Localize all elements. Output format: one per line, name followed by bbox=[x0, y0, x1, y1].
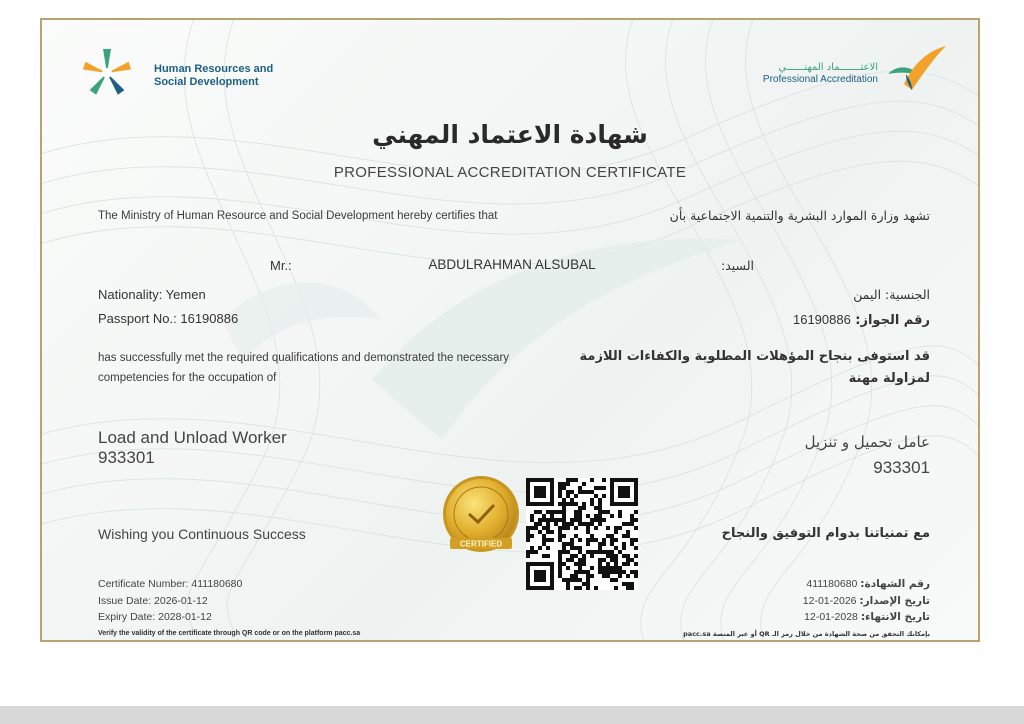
details-arabic bbox=[702, 576, 930, 626]
wishes-english: Wishing you Continuous Success bbox=[98, 526, 306, 542]
expiry-date-arabic-value: 2028-01-12 bbox=[804, 611, 858, 623]
passport-arabic-value: 16190886 bbox=[792, 312, 851, 327]
qualification-arabic-line2: لمزاولة مهنة bbox=[848, 371, 930, 386]
bottom-bar bbox=[0, 706, 1024, 724]
nationality-english: Nationality: Yemen bbox=[98, 287, 206, 302]
accreditation-logo-en: Professional Accreditation bbox=[762, 74, 878, 85]
qualification-arabic-line1: قد استوفى بنجاح المؤهلات المطلوبة والكفاءات اللازمة bbox=[579, 349, 930, 364]
certificate-number-english: Certificate Number: 411180680 bbox=[98, 578, 243, 590]
certificate-number-arabic-label: رقم الشهادة: bbox=[860, 578, 930, 590]
qr-code[interactable] bbox=[526, 478, 638, 590]
issue-date-english: Issue Date: 2026-01-12 bbox=[98, 594, 208, 607]
title-arabic: شهادة الاعتماد المهني bbox=[372, 120, 648, 149]
occupation-code-arabic: 933301 bbox=[873, 458, 930, 477]
occupation-name-arabic: عامل تحميل و تنزيل bbox=[804, 433, 930, 451]
passport-english: Passport No.: 16190886 bbox=[98, 311, 239, 326]
expiry-date-arabic bbox=[702, 609, 930, 626]
accreditation-logo-ar: الاعتـــــــماد المهنــــــي bbox=[778, 62, 878, 73]
accreditation-logo-text bbox=[702, 62, 878, 86]
certified-seal bbox=[436, 474, 526, 556]
wishes-arabic: مع تمنياتنا بدوام التوفيق والنجاح bbox=[721, 526, 930, 541]
ministry-logo-line1: Human Resources and bbox=[154, 63, 274, 75]
certificate-number-arabic bbox=[702, 576, 930, 593]
expiry-date-arabic-label: تاريخ الانتهاء: bbox=[860, 611, 930, 623]
title-english: PROFESSIONAL ACCREDITATION CERTIFICATE bbox=[333, 164, 687, 181]
issue-date-arabic-value: 2026-01-12 bbox=[802, 594, 857, 607]
issue-date-arabic-label: تاريخ الإصدار: bbox=[859, 594, 930, 607]
verify-english: Verify the validity of the certificate through QR code or on the platform pacc.sa bbox=[98, 630, 361, 637]
occupation-code-english: 933301 bbox=[98, 448, 155, 467]
ministry-logo-line2: Social Development bbox=[154, 76, 259, 88]
seal-label: CERTIFIED bbox=[459, 539, 503, 549]
verify-arabic: بإمكانك التحقق من صحة الشهادة من خلال رمز الـ QR أو عبر المنصة pacc.sa bbox=[683, 630, 930, 638]
ministry-logo-icon bbox=[80, 46, 134, 100]
occupation-name-english: Load and Unload Worker bbox=[98, 428, 287, 447]
qualification-english: has successfully met the required qualifications and demonstrated the necessary competencies for the occupation of bbox=[98, 352, 510, 384]
holder-title-arabic: السيد: bbox=[721, 258, 754, 273]
qualification-arabic bbox=[512, 346, 930, 390]
passport-arabic-label: رقم الجواز: bbox=[855, 313, 930, 328]
expiry-date-english: Expiry Date: 2028-01-12 bbox=[98, 611, 212, 623]
occupation-english bbox=[98, 428, 287, 468]
nationality-arabic: الجنسية: اليمن bbox=[853, 287, 930, 302]
certificate-number-arabic-value: 411180680 bbox=[806, 578, 858, 590]
intro-arabic: تشهد وزارة الموارد البشرية والتنمية الاجتماعية بأن bbox=[669, 208, 930, 223]
accreditation-logo-icon bbox=[884, 44, 948, 92]
certificate bbox=[40, 18, 980, 642]
holder-title-english: Mr.: bbox=[270, 258, 292, 273]
issue-date-arabic bbox=[702, 593, 930, 610]
holder-name: ABDULRAHMAN ALSUBAL bbox=[428, 257, 596, 272]
ministry-logo-text bbox=[154, 63, 273, 89]
intro-english: The Ministry of Human Resource and Social Development hereby certifies that bbox=[98, 210, 498, 222]
passport-arabic bbox=[642, 310, 930, 332]
occupation-arabic bbox=[682, 430, 930, 478]
details-english bbox=[98, 576, 242, 626]
